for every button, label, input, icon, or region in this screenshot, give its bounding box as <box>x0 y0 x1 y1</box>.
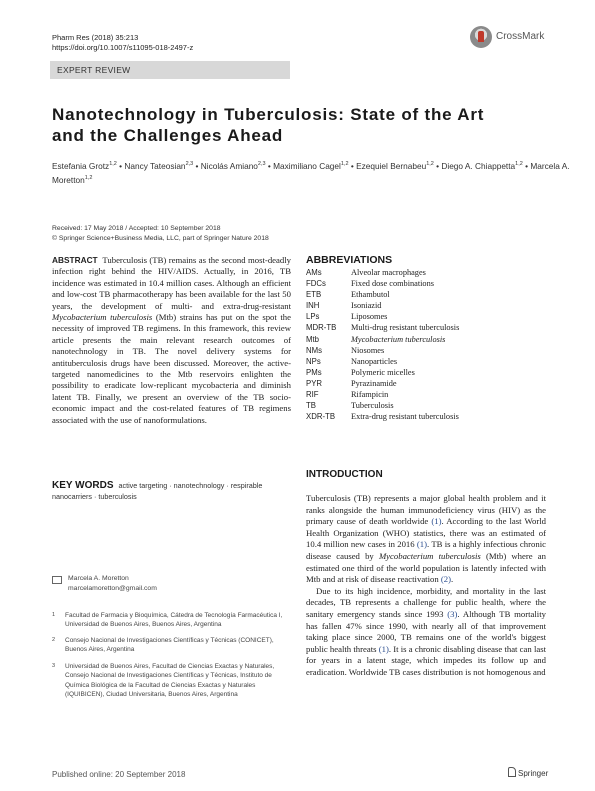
author[interactable]: Estefania Grotz$^{1,2}$ <box>52 160 117 171</box>
envelope-icon <box>52 576 62 584</box>
abbreviation-row: NPs Nanoparticles <box>306 356 398 366</box>
journal-name: Pharm Res <box>52 33 90 42</box>
abstract-text-cont: (Mtb) strains has put on the spot the necessity of improved TB regimens. In this framework, this review article presents the main relevant research outcomes of nanotechnology in TB. The novel delivery systems for antituberculosis drugs have been discussed. Moreover, the active-targeted nanomedicines to the Mtb reservoirs enlighten the possibility to eradicate low-replicant mycobacteria and diminish latent TB. Finally, we present an overview of the TB socio-economic impact and the cost-related features of TB regimens associated with the use of nanoformulations. <box>52 312 292 425</box>
abbreviations-list <box>306 268 566 423</box>
affiliation <box>52 636 292 656</box>
crossmark-label: CrossMark <box>496 31 545 42</box>
abbreviation-row: PMs Polymeric micelles <box>306 367 415 377</box>
title-line-1: Nanotechnology in Tuberculosis: State of the Art <box>52 105 485 124</box>
abbreviation-row: INH Isoniazid <box>306 301 382 311</box>
abbreviation-row: MDR-TB Multi-drug resistant tuberculosis <box>306 323 460 333</box>
abbreviations-heading: ABBREVIATIONS <box>306 254 393 266</box>
introduction-body <box>306 493 546 679</box>
springer-horse-icon <box>508 767 516 777</box>
affiliation-text: Universidad de Buenos Aires, Facultad de Ciencias Exactas y Naturales, Consejo Nacional de Investigaciones Científicas y Técnicas, Instituto de Química Biológica de la Facultad de Ciencias Exactas y Naturales (IQUIBICEN), Ciudad Universitaria, Buenos Aires, Argentina <box>65 663 275 698</box>
affiliation <box>52 662 292 702</box>
article-title <box>52 104 572 146</box>
title-line-2: and the Challenges Ahead <box>52 126 284 145</box>
abbreviation-row: Mtb Mycobacterium tuberculosis <box>306 334 446 344</box>
author-list: Estefania Grotz$^{1,2}$ • Nancy Tateosian$^{2,3}$ • Nicolás Amiano$^{2,3}$ • Maximiliano Cagel$^{1,2}$ • Ezequiel Bernabeu$^{1,2}$ • Diego A. Chiappetta$^{1,2}$ • Marcela A. Moretton$^{1,2}$ <box>52 160 570 185</box>
keywords <box>52 480 291 502</box>
abbreviation-row: FDCs Fixed dose combinations <box>306 279 434 289</box>
abstract <box>52 255 291 426</box>
publication-dates <box>52 224 352 243</box>
doi-link[interactable]: https://doi.org/10.1007/s11095-018-2497-z <box>52 43 194 52</box>
author[interactable]: Nancy Tateosian$^{2,3}$ <box>124 160 194 171</box>
author[interactable]: Maximiliano Cagel$^{1,2}$ <box>273 160 349 171</box>
abbreviation-row: NMs Niosomes <box>306 345 385 355</box>
article-type-band <box>50 61 290 79</box>
abbreviation-row: XDR-TB Extra-drug resistant tuberculosis <box>306 412 459 422</box>
article-type: EXPERT REVIEW <box>57 65 131 75</box>
citation-link[interactable]: (2) <box>440 574 451 585</box>
keywords-text: active targeting · nanotechnology · respirable nanocarriers · tuberculosis <box>52 481 263 501</box>
abbreviation-row: ETB Ethambutol <box>306 290 390 300</box>
corresponding-author: Marcela A. Moretton <box>68 575 129 582</box>
abstract-heading: ABSTRACT <box>52 255 98 265</box>
introduction-heading: INTRODUCTION <box>306 469 383 480</box>
affiliation-text: Facultad de Farmacia y Bioquímica, Cátedra de Tecnología Farmacéutica I, Universidad de Buenos Aires, Buenos Aires, Argentina <box>65 612 283 629</box>
affiliation-text: Consejo Nacional de Investigaciones Científicas y Técnicas (CONICET), Buenos Aires, Argentina <box>65 637 274 654</box>
citation-link[interactable]: (1) <box>378 643 389 654</box>
publisher-name: Springer <box>518 769 549 778</box>
springer-logo <box>508 767 548 778</box>
author[interactable]: Marcela A. Moretton$^{1,2}$ <box>52 160 570 185</box>
affiliation-number: 2 <box>52 637 56 643</box>
crossmark-icon <box>470 26 492 48</box>
intro-paragraph-1: Tuberculosis (TB) represents a major global health problem and it ranks alongside the human immunodeficiency virus (HIV) as the primary cause of death worldwide (1). According to the last World Health Organization (WHO) statistics, there was an estimated of 10.4 million new cases in 2016 (1). TB is a highly infectious chronic disease caused by Mycobacterium tuberculosis (Mtb) where an estimated one third of the world population is latently infected with Mtb and at risk of disease reactivation (2). <box>306 493 546 585</box>
citation-link[interactable]: (3) <box>447 608 458 619</box>
received-accepted: Received: 17 May 2018 / Accepted: 10 September 2018 <box>52 225 221 232</box>
affiliation-number: 3 <box>52 663 56 669</box>
abbreviation-row: TB Tuberculosis <box>306 401 394 411</box>
abbreviation-row: LPs Liposomes <box>306 312 388 322</box>
affiliation-number: 1 <box>52 612 56 618</box>
running-header <box>52 33 138 43</box>
abbreviation-row: RIF Rifampicin <box>306 390 389 400</box>
published-online: Published online: 20 September 2018 <box>52 770 186 779</box>
corresponding-email[interactable]: marcelamoretton@gmail.com <box>68 584 157 592</box>
citation-link[interactable]: (1) <box>431 516 442 527</box>
keywords-heading: KEY WORDS <box>52 480 114 491</box>
author[interactable]: Ezequiel Bernabeu$^{1,2}$ <box>356 160 434 171</box>
correspondence <box>52 574 292 593</box>
abstract-text: Tuberculosis (TB) remains as the second most-deadly infection right behind the HIV/AIDS. Actually, in 2016, TB incidence was estimated in 10.4 million cases. Although an efficient and low-cost TB pharmacotherapy has been available for the last 50 years, the development of multi- and extra-drug-resistant <box>52 255 291 311</box>
citation: (2018) 35:213 <box>91 33 139 42</box>
author[interactable]: Nicolás Amiano$^{2,3}$ <box>200 160 266 171</box>
affiliation <box>52 611 292 631</box>
citation-link[interactable]: (1) <box>416 539 428 550</box>
intro-paragraph-2: Due to its high incidence, morbidity, and mortality in the last decades, TB represents a challenge for public health, where the sanitary emergency stands since 1993 (3). Although TB mortality has fallen 47% since 1990, with nearly all of that improvement taking place since 2000, TB remains one of the world's biggest public health threats (1). It is a chronic disabling disease that can last for years in a latent stage, which impedes its follow up and eradication. Worldwide TB cases distribution is not homogenous and <box>306 585 547 677</box>
author[interactable]: Diego A. Chiappetta$^{1,2}$ <box>441 160 523 171</box>
copyright: © Springer Science+Business Media, LLC, part of Springer Nature 2018 <box>52 234 269 242</box>
abbreviation-row: PYR Pyrazinamide <box>306 378 397 388</box>
abbreviation-row: AMs Alveolar macrophages <box>306 268 426 277</box>
crossmark-badge[interactable] <box>470 26 560 50</box>
abstract-species: Mycobacterium tuberculosis <box>52 312 153 323</box>
